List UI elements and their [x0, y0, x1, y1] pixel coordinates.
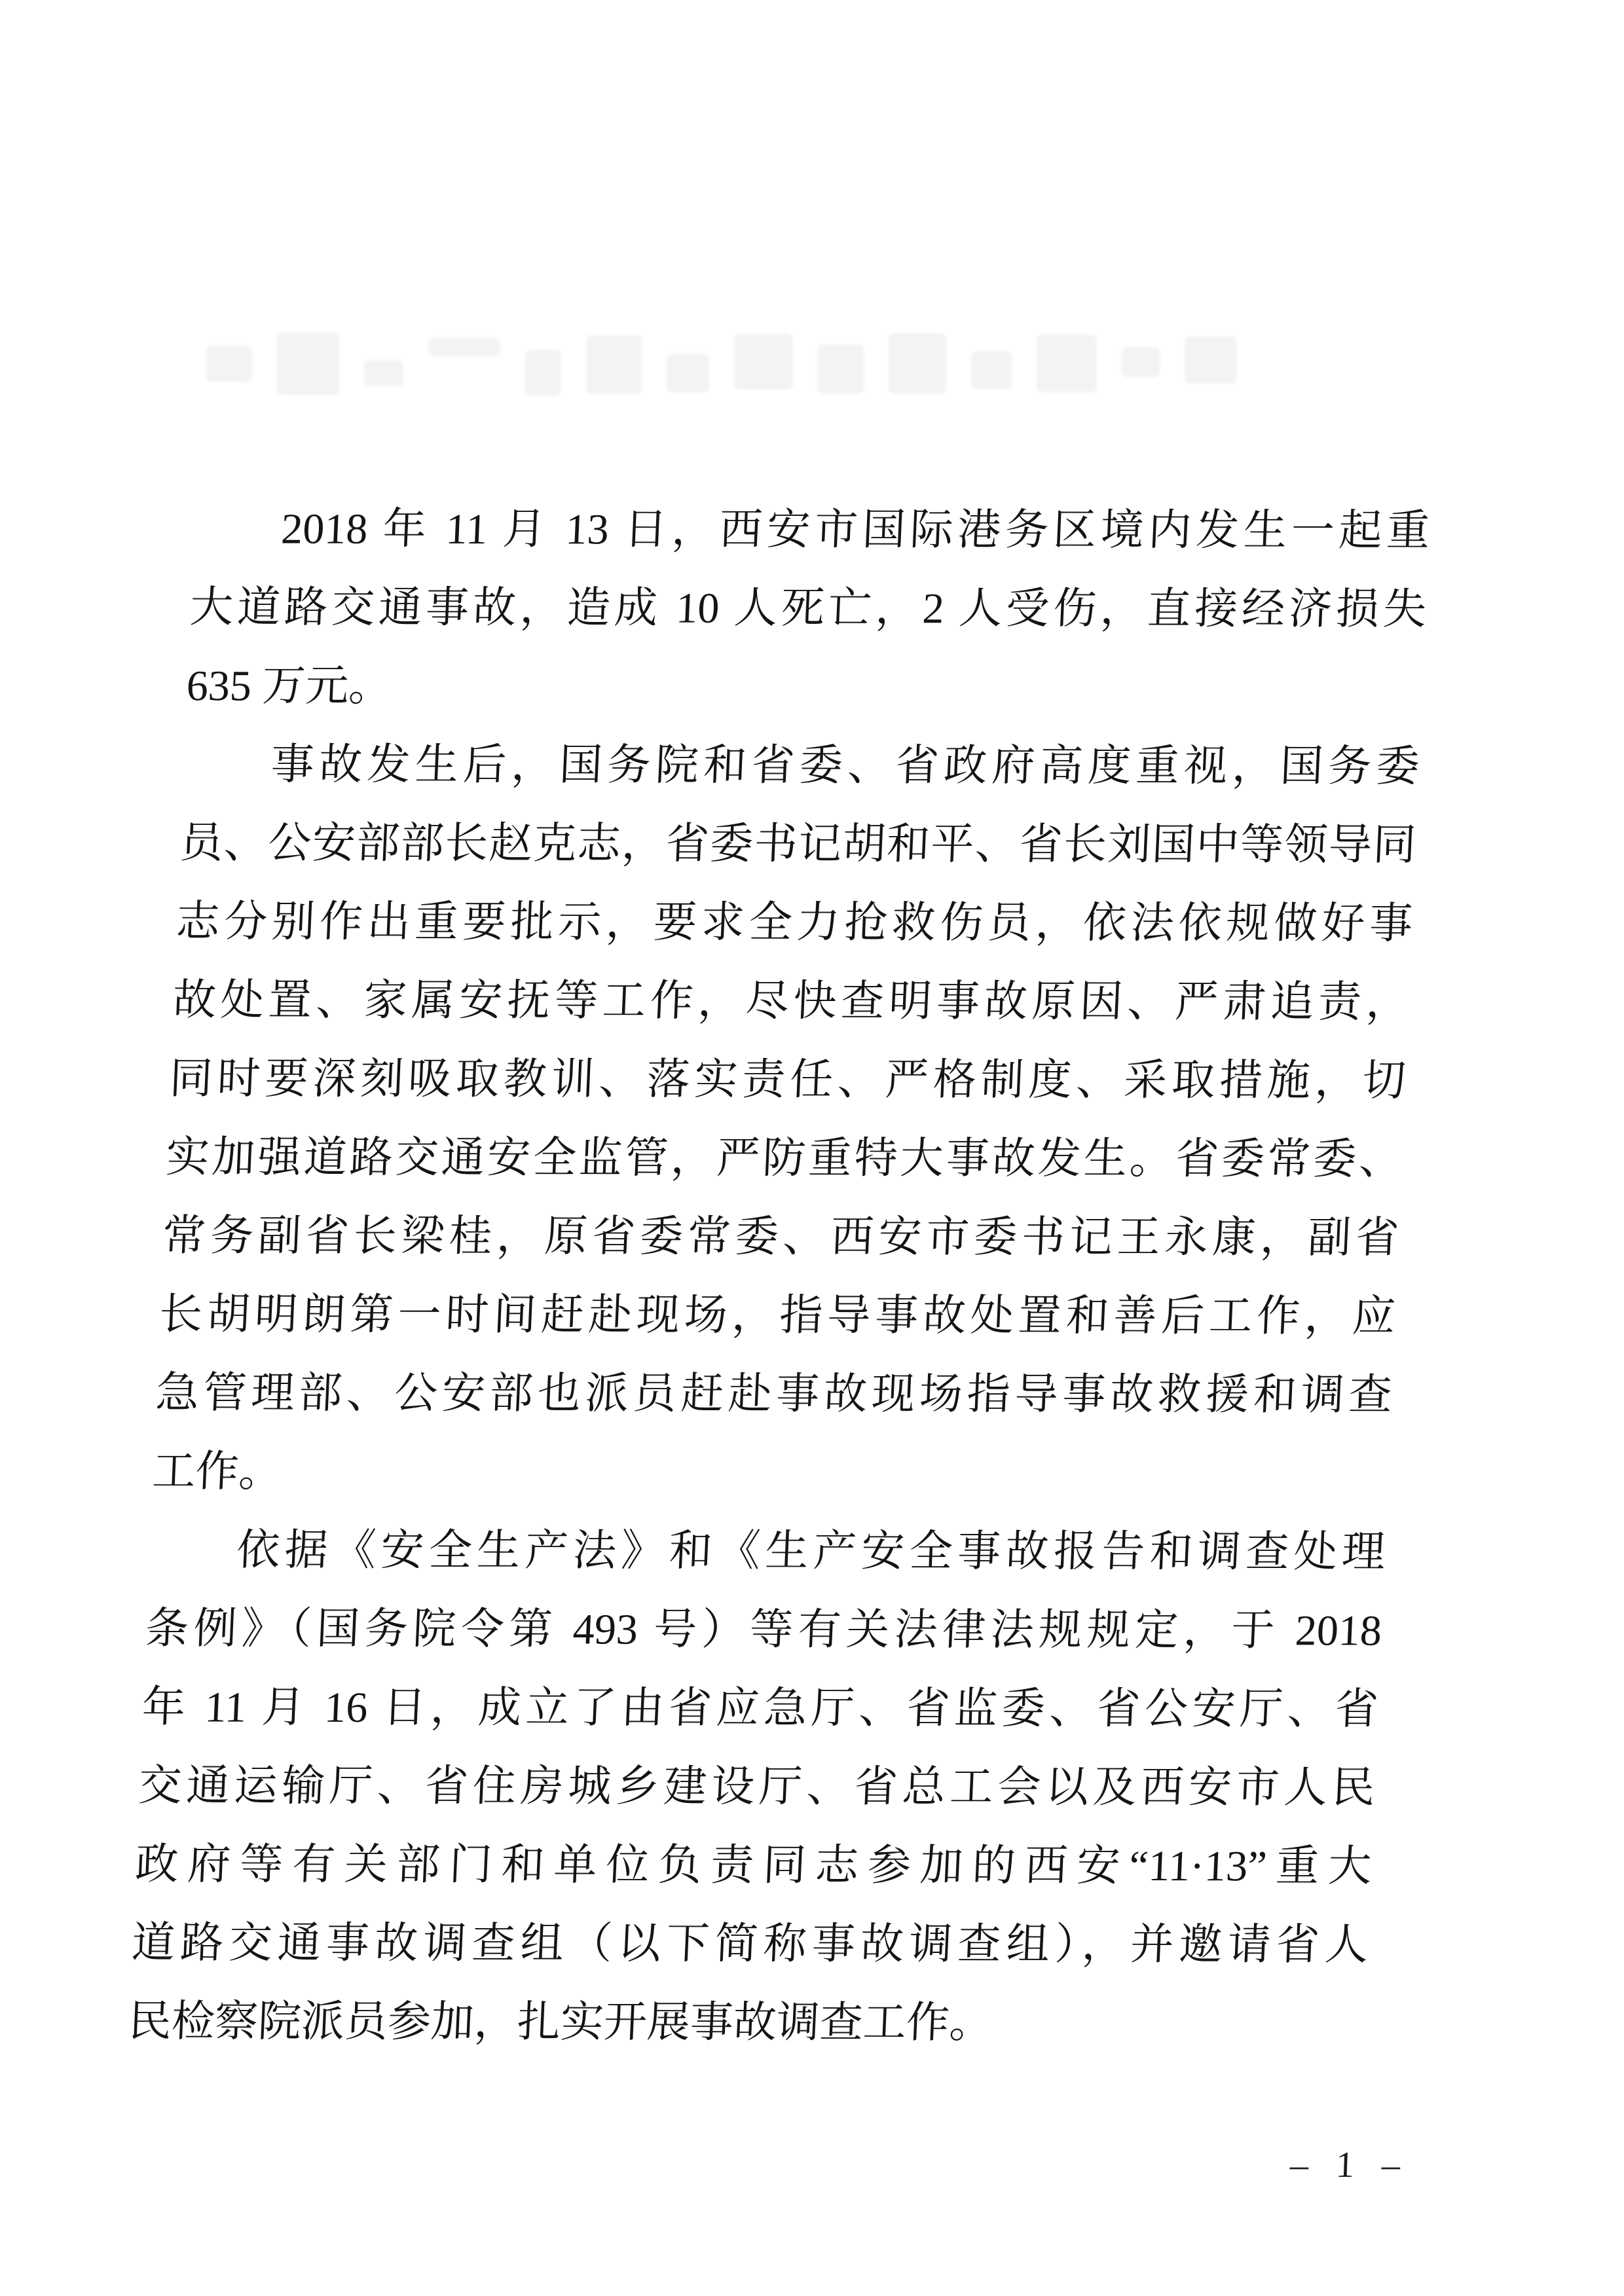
text-line: 长胡明朗第一时间赶赴现场，指导事故处置和善后工作，应: [158, 1290, 1397, 1341]
text-line: 依据《安全生产法》和《生产安全事故报告和调查处理: [235, 1526, 1386, 1576]
text-line: 工作。: [151, 1448, 284, 1496]
text-line: 条例》（国务院令第 493 号）等有关法律法规规定，于 2018: [144, 1605, 1383, 1655]
text-line: 故处置、家属安抚等工作，尽快查明事故原因、严肃追责，: [172, 976, 1411, 1027]
text-line: 常务副省长梁桂，原省委常委、西安市委书记王永康，副省: [161, 1212, 1400, 1262]
text-line: 635 万元。: [185, 662, 394, 710]
text-line: 道路交通事故调查组（以下简称事故调查组），并邀请省人: [130, 1919, 1369, 1969]
text-line: 民检察院派员参加，扎实开展事故调查工作。: [127, 1997, 994, 2047]
page-number: – 1 –: [1289, 2145, 1411, 2185]
text-line: 志分别作出重要批示，要求全力抢救伤员，依法依规做好事: [175, 898, 1414, 948]
text-line: 2018 年 11 月 13 日，西安市国际港务区境内发生一起重: [280, 505, 1431, 555]
text-line: 急管理部、公安部也派员赶赴事故现场指导事故救援和调查: [155, 1369, 1393, 1419]
faded-title-remnant-marks: [206, 327, 1195, 409]
text-line: 政府等有关部门和单位负责同志参加的西安“11·13”重大: [134, 1840, 1373, 1891]
text-line: 同时要深刻吸取教训、落实责任、严格制度、采取措施，切: [168, 1055, 1407, 1105]
text-line: 大道路交通事故，造成 10 人死亡，2 人受伤，直接经济损失: [189, 583, 1428, 634]
text-line: 员、公安部部长赵克志，省委书记胡和平、省长刘国中等领导同: [178, 819, 1417, 869]
text-line: 实加强道路交通安全监管，严防重特大事故发生。省委常委、: [164, 1133, 1404, 1184]
text-line: 年 11 月 16 日，成立了由省应急厅、省监委、省公安厅、省: [141, 1683, 1380, 1734]
text-line: 交通运输厅、省住房城乡建设厅、省总工会以及西安市人民: [138, 1762, 1376, 1812]
text-line: 事故发生后，国务院和省委、省政府高度重视，国务委: [270, 740, 1421, 791]
document-body: [126, 490, 1431, 2063]
